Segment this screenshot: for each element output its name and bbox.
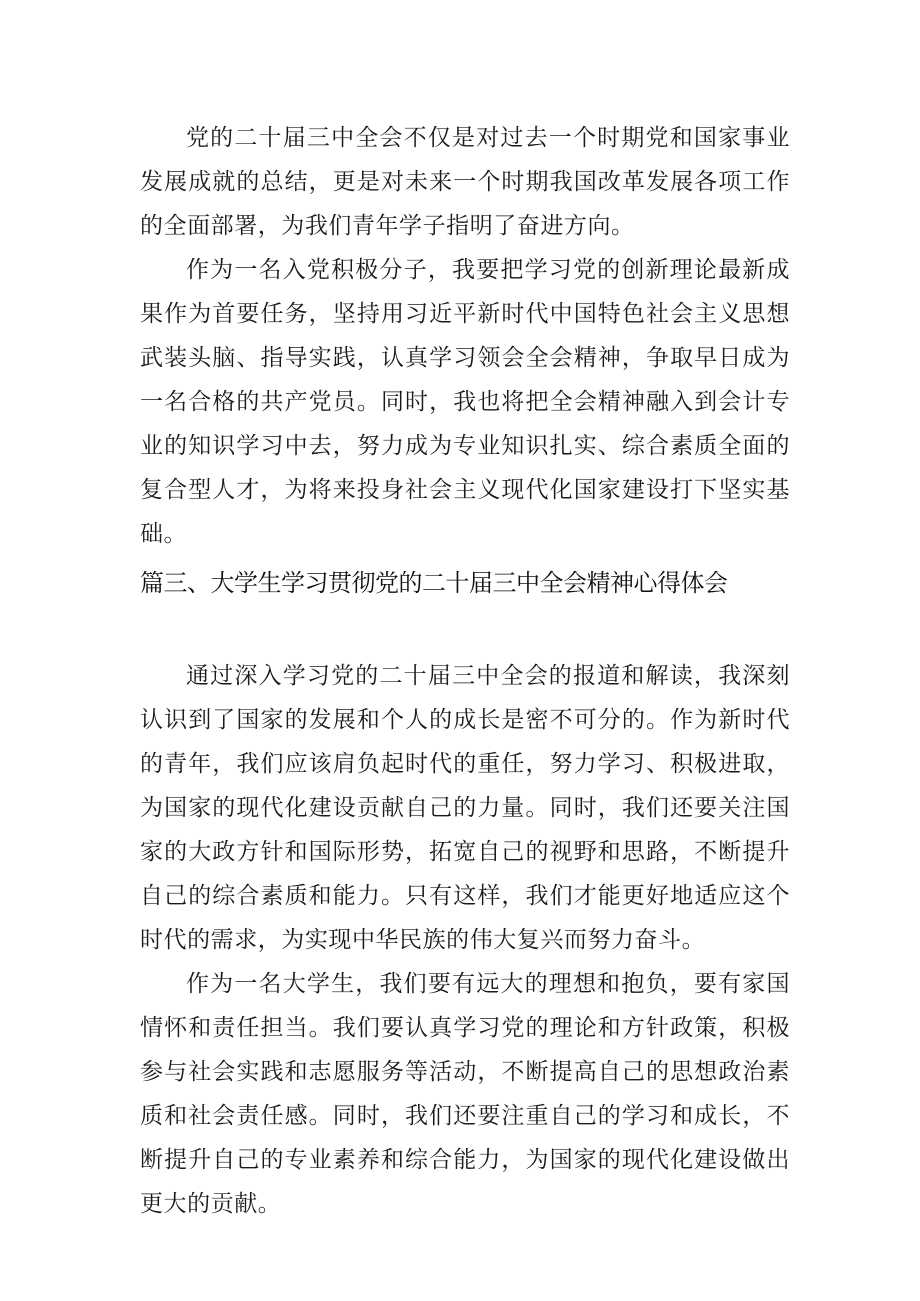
section-heading: 篇三、大学生学习贯彻党的二十届三中全会精神心得体会 bbox=[140, 569, 728, 597]
paragraph-deep-study: 通过深入学习党的二十届三中全会的报道和解读，我深刻认识到了国家的发展和个人的成长是密不可分的。作为新时代的青年，我们应该肩负起时代的重任，努力学习、积极进取，为国家的现代化建设贡献自己的力量。同时，我们还要关注国家的大政方针和国际形势，拓宽自己的视野和思路，不断提升自己的综合素质和能力。只有这样，我们才能更好地适应这个时代的需求，为实现中华民族的伟大复兴而努力奋斗。 bbox=[140, 663, 790, 953]
paragraph-party-activist: 作为一名入党积极分子，我要把学习党的创新理论最新成果作为首要任务，坚持用习近平新时代中国特色社会主义思想武装头脑、指导实践，认真学习领会全会精神，争取早日成为一名合格的共产党员。同时，我也将把全会精神融入到会计专业的知识学习中去，努力成为专业知识扎实、综合素质全面的复合型人才，为将来投身社会主义现代化国家建设打下坚实基础。 bbox=[140, 257, 790, 547]
paragraph-college-student: 作为一名大学生，我们要有远大的理想和抱负，要有家国情怀和责任担当。我们要认真学习党的理论和方针政策，积极参与社会实践和志愿服务等活动，不断提高自己的思想政治素质和社会责任感。同时，我们还要注重自己的学习和成长，不断提升自己的专业素养和综合能力，为国家的现代化建设做出更大的贡献。 bbox=[140, 971, 790, 1217]
paragraph-intro-summary: 党的二十届三中全会不仅是对过去一个时期党和国家事业发展成就的总结，更是对未来一个时期我国改革发展各项工作的全面部署，为我们青年学子指明了奋进方向。 bbox=[140, 125, 790, 239]
